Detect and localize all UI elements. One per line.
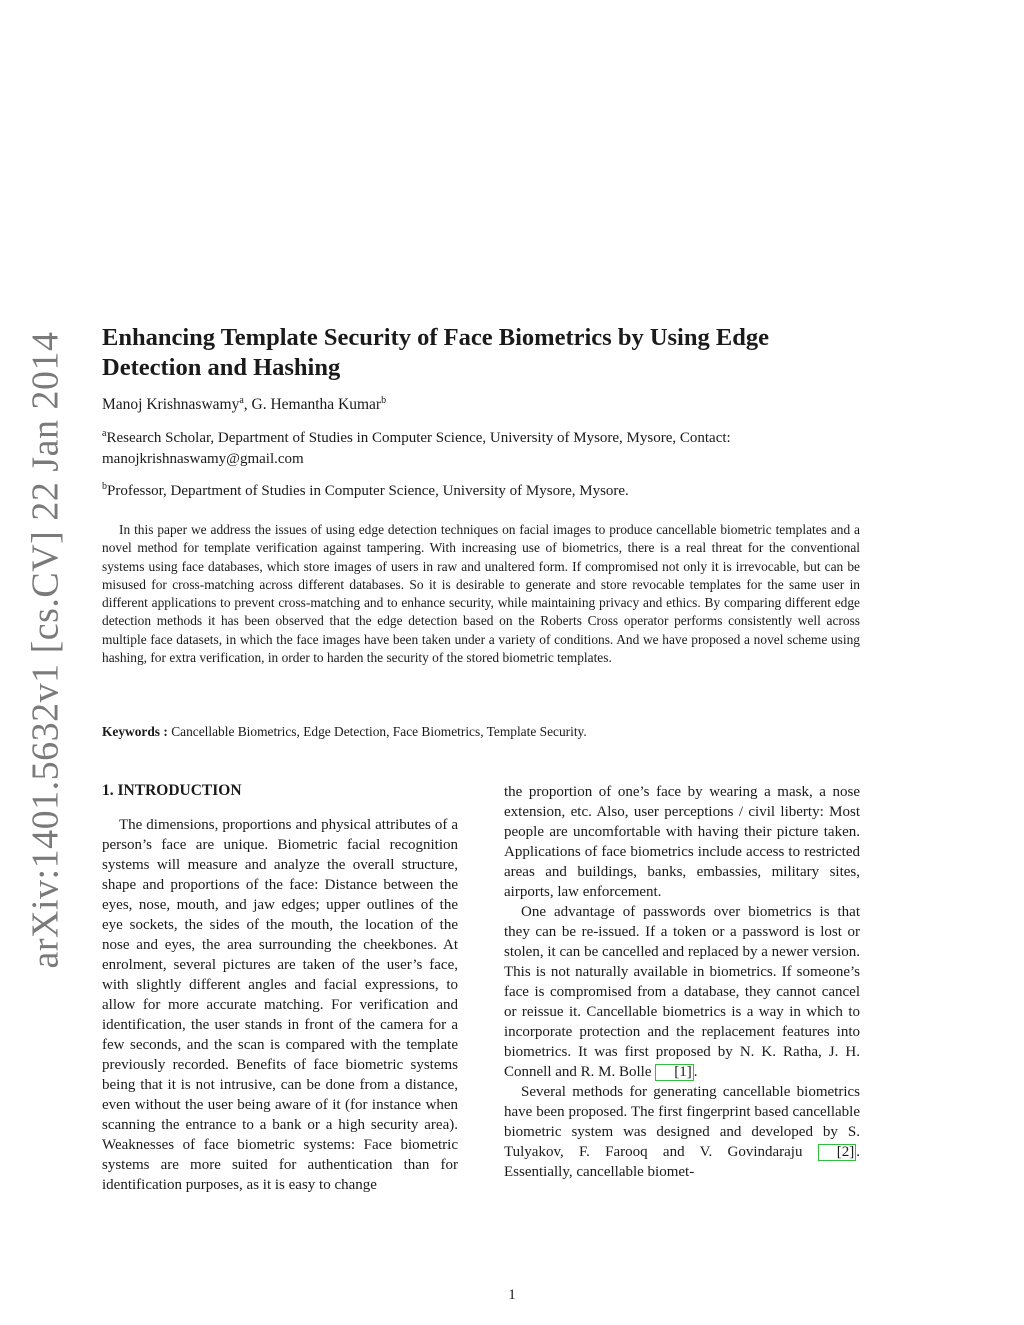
author-separator: , bbox=[243, 396, 252, 413]
affiliation-text: Professor, Department of Studies in Computer Science, University of Mysore, Mysore. bbox=[107, 483, 629, 499]
author-line bbox=[102, 396, 872, 414]
keywords-label: Keywords : bbox=[102, 724, 168, 739]
author-name: G. Hemantha Kumar bbox=[251, 396, 382, 413]
paragraph-text: Several methods for generating cancellable biometrics have been proposed. The first fingerprint based cancellable biometric system was designed and developed by S. Tulyakov, F. Farooq and V. Govindaraju bbox=[504, 1084, 860, 1160]
keywords-text: Cancellable Biometrics, Edge Detection, Face Biometrics, Template Security. bbox=[167, 724, 587, 739]
arxiv-id-text: arXiv:1401.5632v1 [cs.CV] 22 Jan 2014 bbox=[24, 331, 67, 969]
paragraph: the proportion of one’s face by wearing a mask, a nose extension, etc. Also, user perceptions / civil liberty: Most people are uncomfortable with having their picture taken. Applications of face biometrics include access to restricted areas and buildings, banks, embassies, military sites, airports, law enforcement. bbox=[504, 784, 860, 900]
paragraph: The dimensions, proportions and physical attributes of a person’s face are unique. Biometric facial recognition systems will measure and analyze the overall structure, shape and proportions of the face: Distance between the eyes, nose, mouth, and jaw edges; upper outlines of the eye sockets, the sides of the mouth, the location of the nose and eyes, the area surrounding the cheekbones. At enrolment, several pictures are taken of the user’s face, with slightly different angles and facial expressions, to allow for more accurate matching. For verification and identification, the user stands in front of the camera for a few seconds, and the scan is compared with the template previously recorded. Benefits of face biometric systems being that it is not intrusive, can be done from a distance, even without the user being aware of it (for instance when scanning the entrance to a bank or a high security area). Weaknesses of face biometric systems: Face biometric systems are more suited for authentication than for identification purposes, as it is easy to change bbox=[102, 817, 458, 1193]
right-column bbox=[504, 782, 860, 1182]
left-column bbox=[102, 815, 458, 1195]
affiliation-a bbox=[102, 428, 872, 470]
arxiv-side-stamp bbox=[22, 331, 68, 969]
abstract: In this paper we address the issues of using edge detection techniques on facial images to produce cancellable biometric templates and a novel method for template verification against tampering. With increasing use of biometrics, there is a real threat for the conventional systems using face databases, which store images of users in raw and unaltered form. If compromised not only it is irrevocable, but can be misused for cross-matching across different databases. So it is desirable to generate and store revocable templates for the same user in different applications to prevent cross-matching and to enhance security, while maintaining privacy and ethics. By comparing different edge detection methods it has been observed that the edge detection based on the Roberts Cross operator performs consistently well across multiple face datasets, in which the face images have been taken under a variety of conditions. And we have proposed a novel scheme using hashing, for extra verification, in order to harden the security of the stored biometric templates. bbox=[102, 522, 860, 666]
page-number: 1 bbox=[508, 1287, 516, 1303]
paragraph bbox=[504, 902, 860, 1082]
paragraph bbox=[504, 1082, 860, 1182]
keywords bbox=[102, 724, 860, 740]
author-name: Manoj Krishnaswamy bbox=[102, 396, 240, 413]
affiliation-marker: b bbox=[102, 481, 107, 492]
affiliation-marker: a bbox=[102, 428, 107, 439]
citation-link[interactable]: [2] bbox=[818, 1144, 857, 1161]
paragraph-text: One advantage of passwords over biometrics is that they can be re-issued. If a token or a password is lost or stolen, it can be cancelled and replaced by a newer version. This is not naturally available in biometrics. If someone’s face is compromised from a database, they cannot cancel or reissue it. Cancellable biometrics is a way in which to incorporate protection and the replacement features into biometrics. It was first proposed by N. K. Ratha, J. H. Connell and R. M. Bolle bbox=[504, 904, 860, 1080]
section-heading: 1. INTRODUCTION bbox=[102, 782, 242, 799]
citation-link[interactable]: [1] bbox=[655, 1064, 694, 1081]
affiliation-b bbox=[102, 481, 872, 502]
affiliation-text: Research Scholar, Department of Studies in Computer Science, University of Mysore, Mysore, Contact: manojkrishnaswamy@gmail.com bbox=[102, 430, 731, 467]
paper-title: Enhancing Template Security of Face Biometrics by Using Edge Detection and Hashing bbox=[102, 324, 769, 381]
affiliation-marker: a bbox=[239, 394, 244, 406]
affiliation-marker: b bbox=[381, 394, 387, 406]
paragraph-text: . bbox=[693, 1064, 698, 1080]
paragraph-text: . Essentially, cancellable biomet- bbox=[504, 1144, 860, 1180]
